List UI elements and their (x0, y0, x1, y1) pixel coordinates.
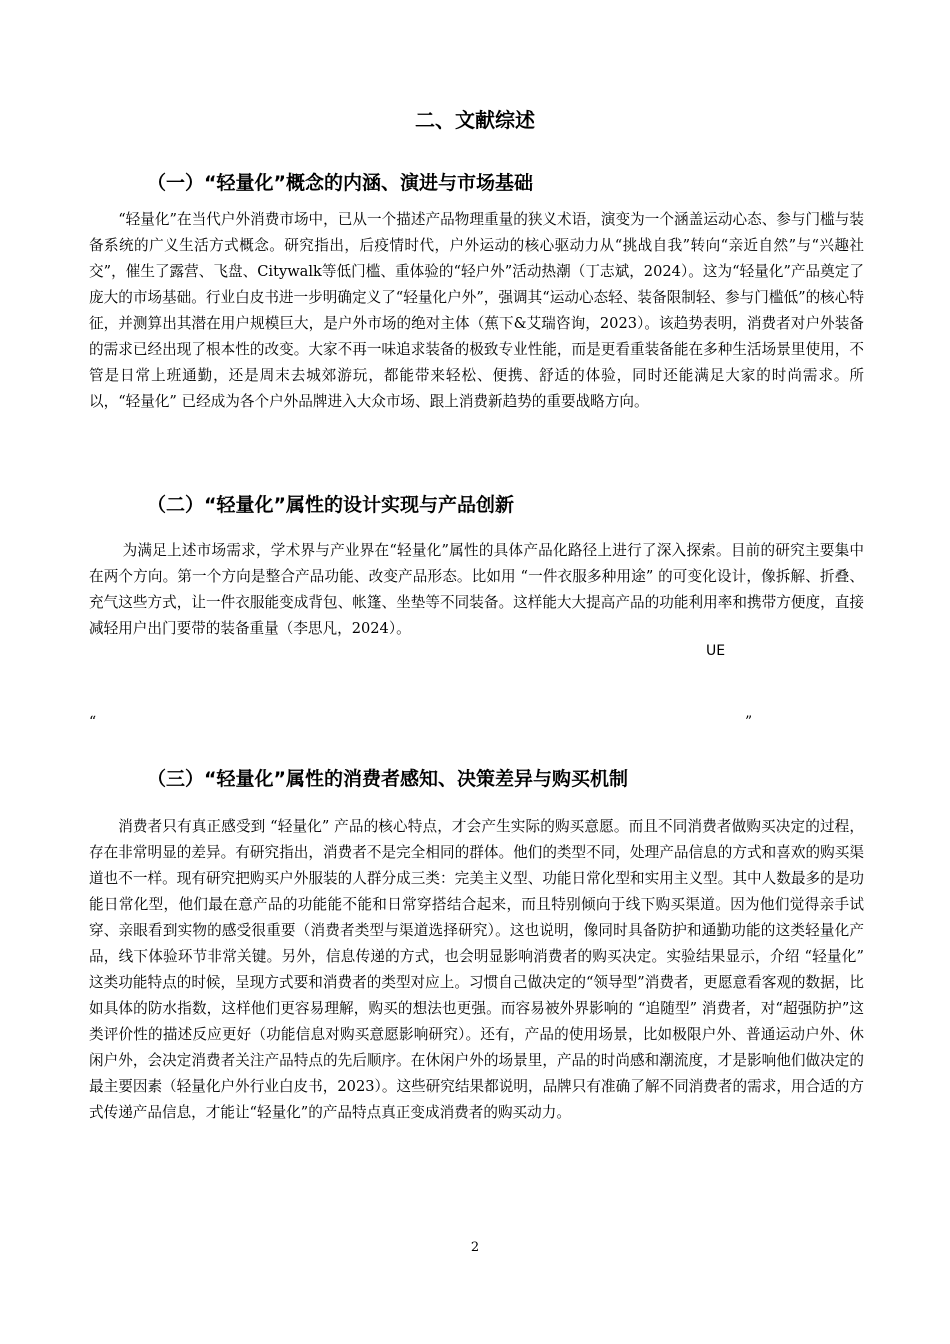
section-title-3: （三）“轻量化”属性的消费者感知、决策差异与购买机制 (147, 768, 628, 790)
section-3-paragraph: 消费者只有真正感受到 “轻量化” 产品的核心特点，才会产生实际的购买意愿。而且不同消费者做购买决定的过程，存在非常明显的差异。有研究指出，消费者不是完全相同的群体。他们的类型不同，处理产品信息的方式和喜欢的购买渠道也不一样。现有研究把购买户外服装的人群分成三类：完美主义型、功能日常化型和实用主义型。其中人数最多的是功能日常化型，他们最在意产品的功能能不能和日常穿搭结合起来，而且特别倾向于线下购买渠道。因为他们觉得亲手试穿、亲眼看到实物的感受很重要（消费者类型与渠道选择研究）。这也说明，像同时具备防护和通勤功能的这类轻量化产品，线下体验环节非常关键。另外，信息传递的方式，也会明显影响消费者的购买决定。实验结果显示，介绍 “轻量化” 这类功能特点的时候，呈现方式要和消费者的类型对应上。习惯自己做决定的“领导型”消费者，更愿意看客观的数据，比如具体的防水指数，这样他们更容易理解，购买的想法也更强。而容易被外界影响的 “追随型” 消费者，对“超强防护”这类评价性的描述反应更好（功能信息对购买意愿影响研究）。还有，产品的使用场景，比如极限户外、普通运动户外、休闲户外，会决定消费者关注产品特点的先后顺序。在休闲户外的场景里，产品的时尚感和潮流度，才是影响他们做决定的最主要因素（轻量化户外行业白皮书，2023）。这些研究结果都说明，品牌只有准确了解不同消费者的需求，用合适的方式传递产品信息，才能让“轻量化”的产品特点真正变成消费者的购买动力。 (89, 818, 864, 1121)
section-title-2: （二）“轻量化”属性的设计实现与产品创新 (147, 494, 514, 516)
page-number: 2 (470, 1240, 480, 1255)
stray-right-quote: ” (745, 714, 753, 730)
chapter-title: 二、文献综述 (415, 108, 535, 132)
stray-text-ue: UE (706, 643, 726, 659)
section-1-paragraph: “轻量化”在当代户外消费市场中，已从一个描述产品物理重量的狭义术语，演变为一个涵盖运动心态、参与门槛与装备系统的广义生活方式概念。研究指出，后疫情时代，户外运动的核心驱动力从“挑战自我”转向“亲近自然”与“兴趣社交”，催生了露营、飞盘、Citywalk等低门槛、重体验的“轻户外”活动热潮（丁志斌，2024）。这为“轻量化”产品奠定了庞大的市场基础。行业白皮书进一步明确定义了“轻量化户外”，强调其“运动心态轻、装备限制轻、参与门槛低”的核心特征，并测算出其潜在用户规模巨大，是户外市场的绝对主体（蕉下&艾瑞咨询，2023）。该趋势表明，消费者对户外装备的需求已经出现了根本性的改变。大家不再一味追求装备的极致专业性能，而是更看重装备能在多种生活场景里使用，不管是日常上班通勤，还是周末去城郊游玩，都能带来轻松、便携、舒适的体验，同时还能满足大家的时尚需求。所以，“轻量化” 已经成为各个户外品牌进入大众市场、跟上消费新趋势的重要战略方向。 (89, 211, 864, 410)
section-title-1: （一）“轻量化”概念的内涵、演进与市场基础 (147, 172, 533, 194)
section-2-paragraph: 为满足上述市场需求，学术界与产业界在“轻量化”属性的具体产品化路径上进行了深入探索。目前的研究主要集中在两个方向。第一个方向是整合产品功能、改变产品形态。比如用 “一件衣服多种用途” 的可变化设计，像拆解、折叠、充气这些方式，让一件衣服能变成背包、帐篷、坐垫等不同装备。这样能大大提高产品的功能利用率和携带方便度，直接减轻用户出门要带的装备重量（李思凡，2024）。 (89, 542, 864, 637)
stray-left-quote: “ (89, 714, 97, 730)
